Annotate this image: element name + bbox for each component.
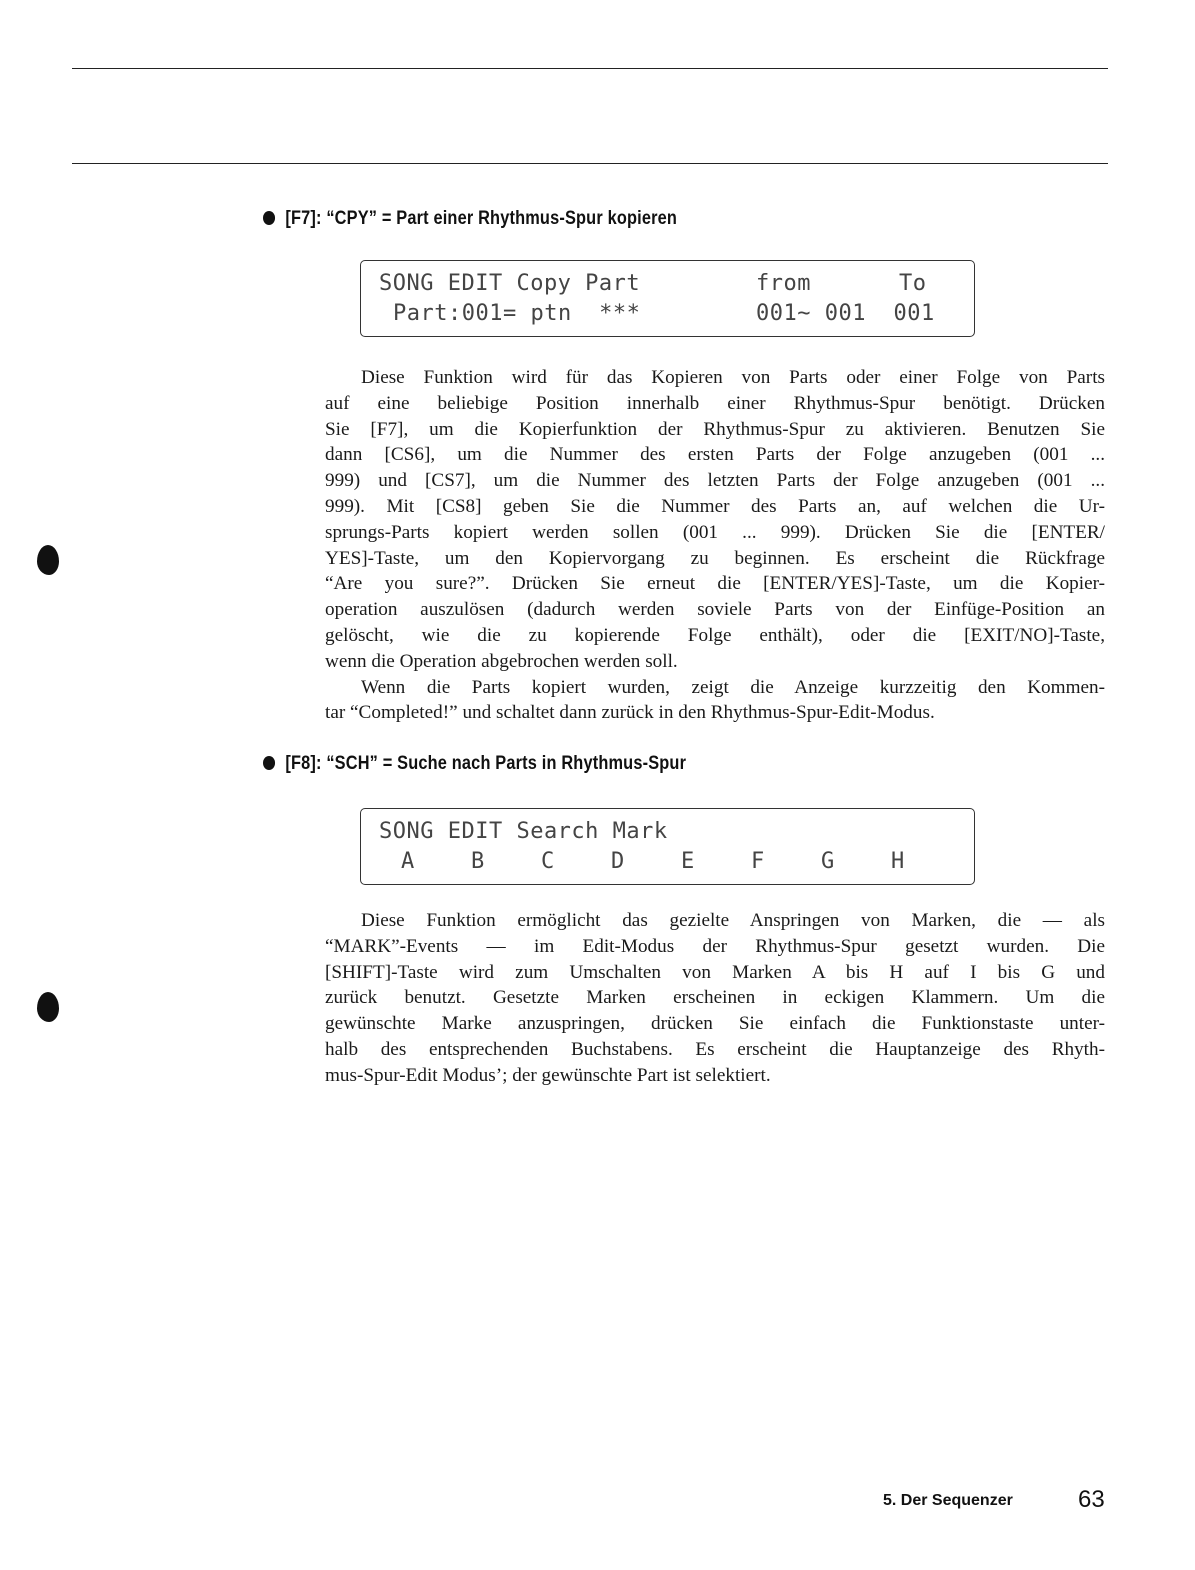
lcd-display-search-mark [360,808,975,885]
text-line: wenn die Operation abgebrochen werden soll. [325,650,678,672]
lcd-mark: G [821,849,835,874]
text-line: Diese Funktion ermöglicht das gezielte Anspringen von Marken, die — als [361,910,1105,931]
lcd-mark: C [541,849,555,874]
lcd-mark: D [611,849,625,874]
text-line: gelöscht, wie die zu kopierende Folge enthält), oder die [EXIT/NO]-Taste, [325,624,1105,646]
lcd-mark: A [401,849,415,874]
text-line: halb des entsprechenden Buchstabens. Es erscheint die Hauptanzeige des Rhyth- [325,1038,1105,1060]
lcd-mark: F [751,849,765,874]
text-line: 999) und [CS7], um die Nummer des letzten Parts der Folge anzugeben (001 ... [325,470,1105,492]
section-heading-cpy [263,208,677,230]
text-line: dann [CS6], um die Nummer des ersten Parts der Folge anzugeben (001 ... [325,444,1105,466]
text-line: [SHIFT]-Taste wird zum Umschalten von Marken A bis H auf I bis G und [325,961,1105,983]
text-line: mus-Spur-Edit Modus’; der gewünschte Part ist selektiert. [325,1064,771,1086]
section-heading-sch [263,753,686,775]
text-line: YES]-Taste, um den Kopiervorgang zu beginnen. Es erscheint die Rückfrage [325,547,1105,569]
heading-text: [F8]: “SCH” = Suche nach Parts in Rhythmus-Spur [285,753,687,774]
top-rule [72,68,1108,69]
text-line: operation auszulösen (dadurch werden soviele Parts von der Einfüge-Position an [325,599,1105,621]
lcd-line1-title: SONG EDIT Search Mark [379,819,668,844]
body-paragraph-cpy [325,365,1105,726]
heading-text: [F7]: “CPY” = Part einer Rhythmus-Spur kopieren [285,208,678,229]
text-line: Wenn die Parts kopiert wurden, zeigt die Anzeige kurzzeitig den Kommen- [361,676,1105,698]
text-line: “MARK”-Events — im Edit-Modus der Rhythmus-Spur gesetzt wurden. Die [325,935,1105,957]
lcd-line2-part: Part:001= ptn *** [393,301,641,326]
text-line: Sie [F7], um die Kopierfunktion der Rhythmus-Spur zu aktivieren. Benutzen Sie [325,418,1105,440]
text-line: 999). Mit [CS8] geben Sie die Nummer des Parts an, auf welchen die Ur- [325,495,1105,517]
lcd-mark: B [471,849,485,874]
bullet-icon [263,211,275,225]
header-rule [72,163,1108,164]
text-line: Diese Funktion wird für das Kopieren von Parts oder einer Folge von Parts [361,367,1105,388]
lcd-display-copy-part [360,260,975,337]
text-line: tar “Completed!” und schaltet dann zurück in den Rhythmus-Spur-Edit-Modus. [325,702,935,724]
lcd-line1-from: from [756,271,811,296]
lcd-line1-to: To [899,271,927,296]
margin-mark [37,992,59,1022]
body-paragraph-sch [325,908,1105,1089]
text-line: auf eine beliebige Position innerhalb einer Rhythmus-Spur benötigt. Drücken [325,392,1105,414]
bullet-icon [263,756,275,770]
lcd-line2-range: 001~ 001 001 [756,301,935,326]
lcd-mark: E [681,849,695,874]
lcd-mark: H [891,849,905,874]
lcd-mark-list [401,849,961,874]
text-line: “Are you sure?”. Drücken Sie erneut die [ENTER/YES]-Taste, um die Kopier- [325,573,1105,595]
lcd-line1-title: SONG EDIT Copy Part [379,271,641,296]
margin-mark [37,545,59,575]
footer-section-title: 5. Der Sequenzer [883,1492,1013,1509]
text-line: zurück benutzt. Gesetzte Marken erscheinen in eckigen Klammern. Um die [325,987,1105,1009]
text-line: gewünschte Marke anzuspringen, drücken Sie einfach die Funktionstaste unter- [325,1013,1105,1035]
page-number: 63 [1078,1486,1105,1513]
text-line: sprungs-Parts kopiert werden sollen (001 ... 999). Drücken Sie die [ENTER/ [325,521,1105,543]
